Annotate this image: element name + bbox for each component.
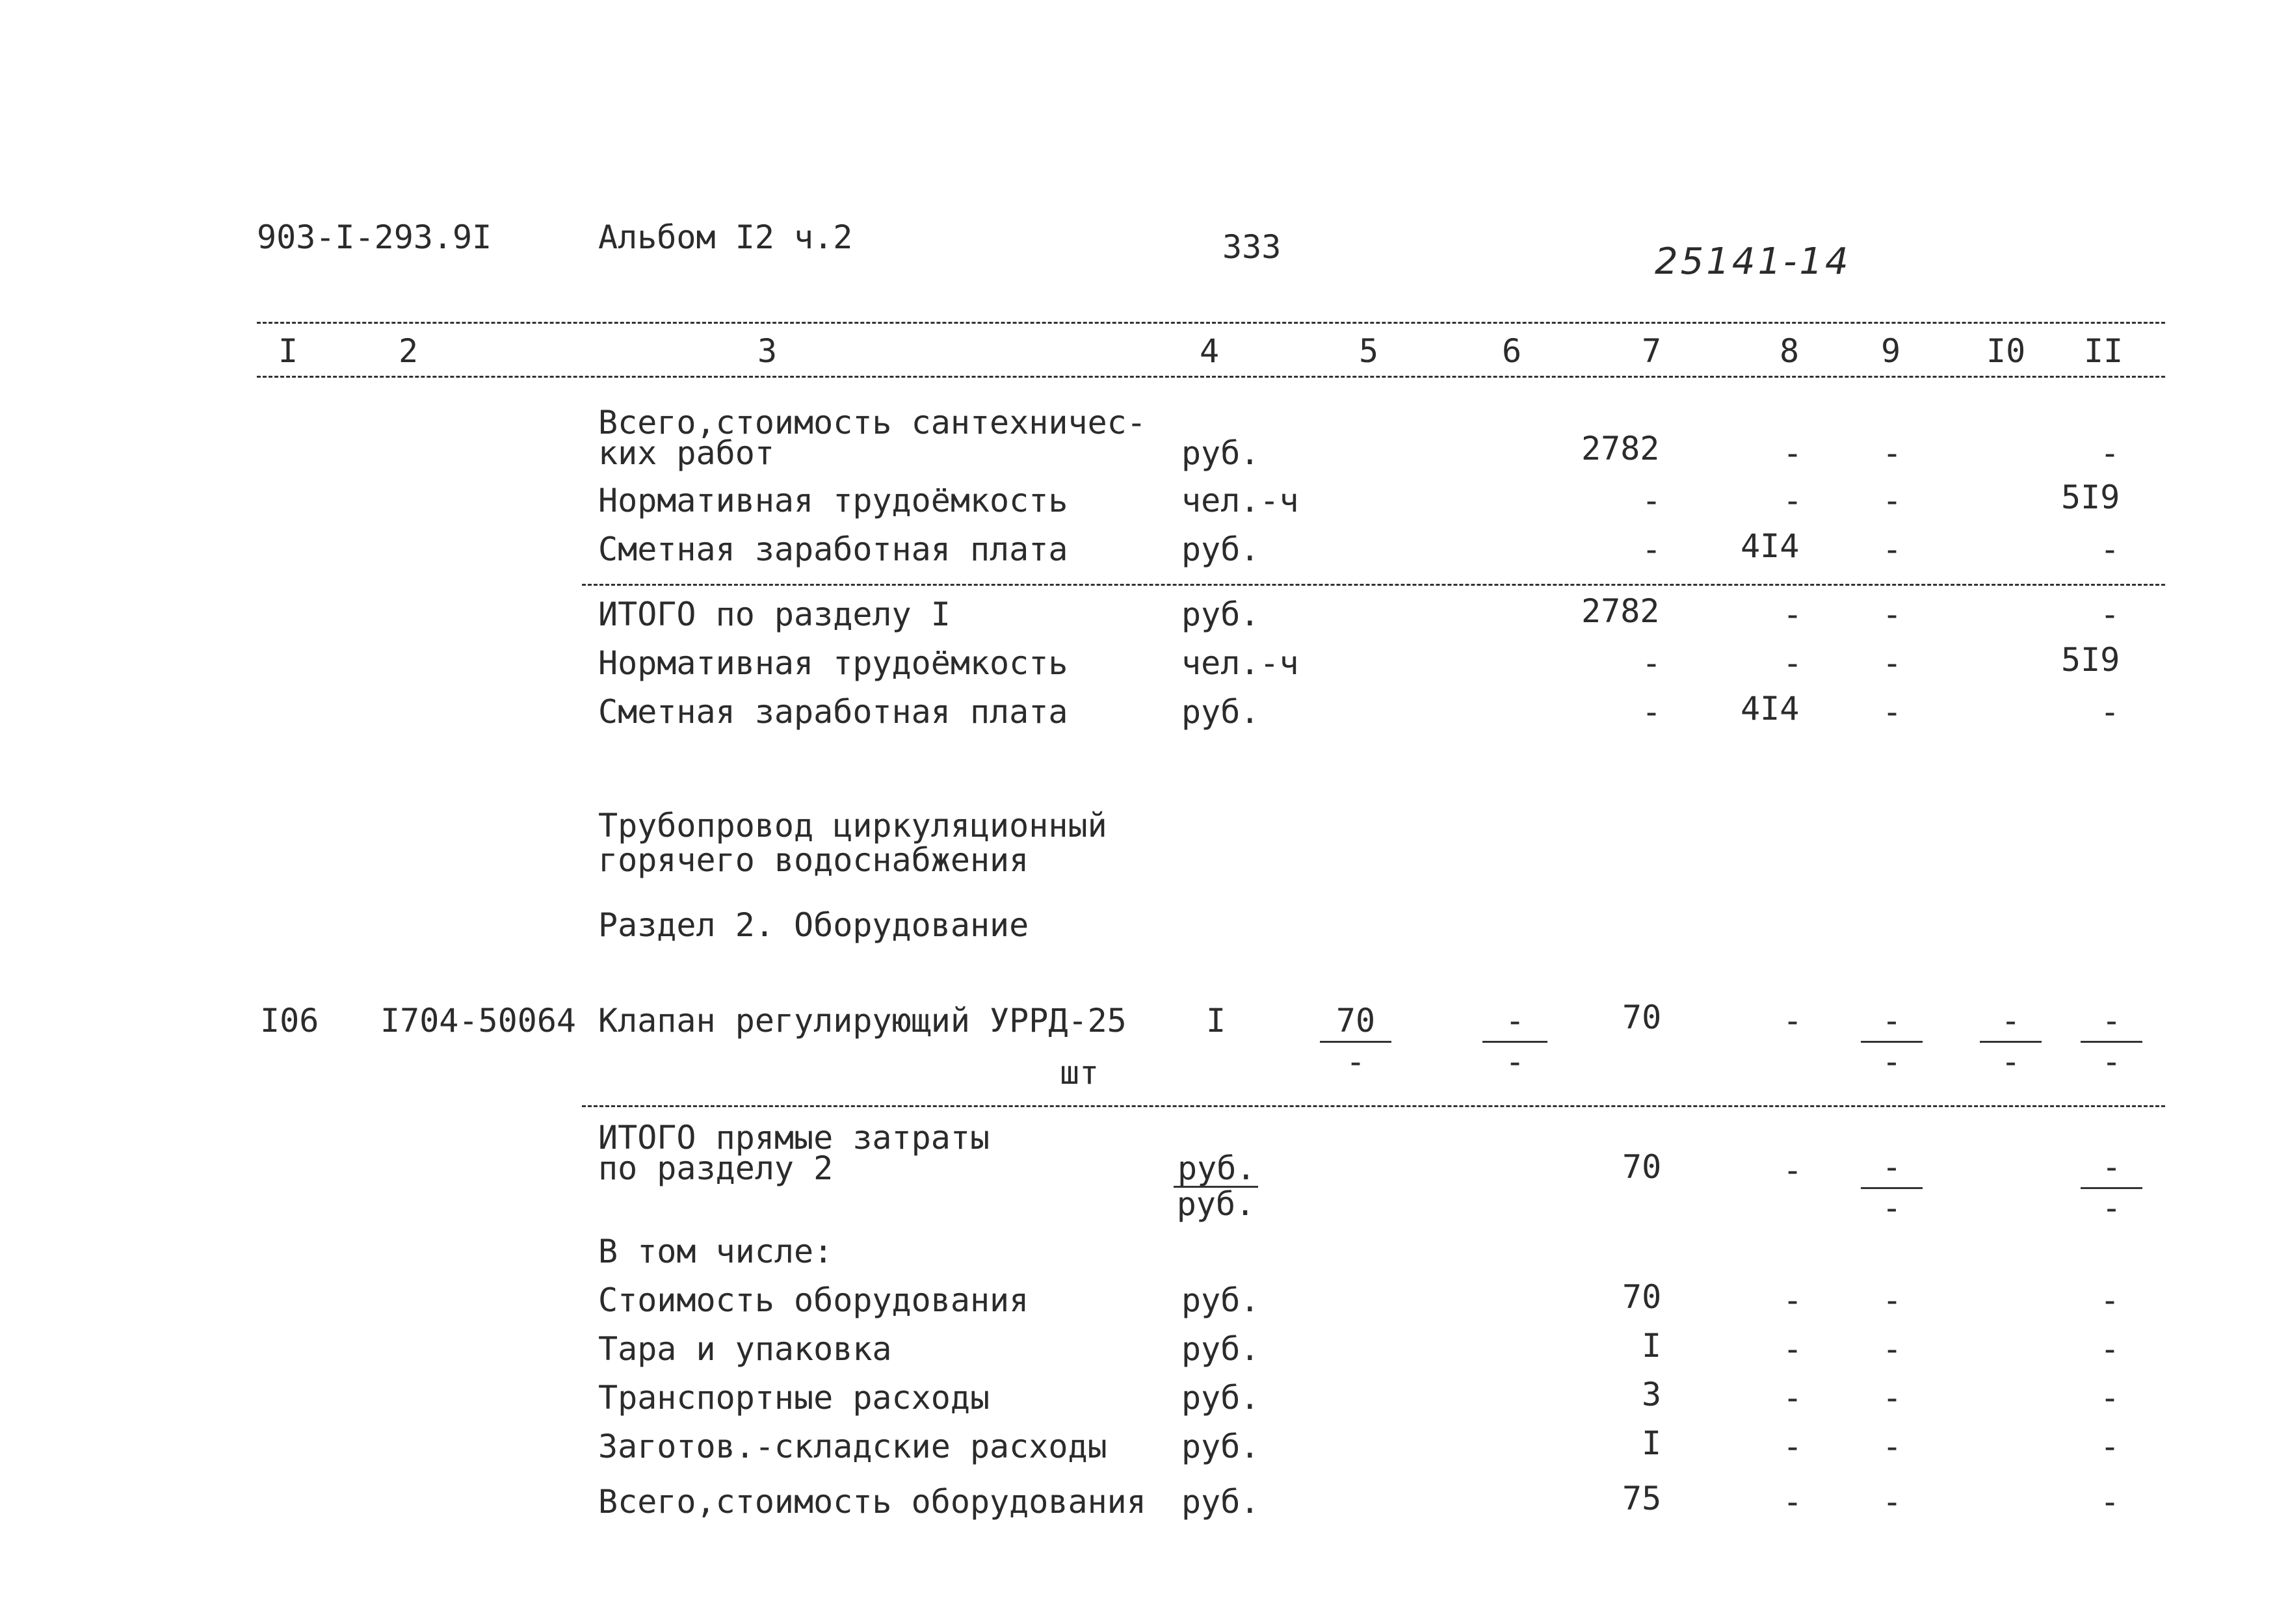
col9-fraction bbox=[1861, 1004, 1923, 1078]
page-number: 333 bbox=[1222, 228, 1282, 266]
col8-value: - bbox=[1783, 1379, 1803, 1417]
col7-value: 2782 bbox=[1581, 592, 1660, 630]
col5-denominator: - bbox=[1345, 1043, 1366, 1080]
col11-value: 5I9 bbox=[2061, 478, 2120, 516]
col11-value: - bbox=[2100, 434, 2120, 472]
album-label: Альбом I2 ч.2 bbox=[598, 218, 853, 256]
col8-value: - bbox=[1783, 434, 1803, 472]
row-name: по разделу 2 bbox=[598, 1149, 834, 1187]
col7-value: - bbox=[1642, 530, 1662, 568]
col11-denominator: - bbox=[2101, 1043, 2122, 1080]
col9-value: - bbox=[1882, 693, 1902, 731]
col7-value: - bbox=[1642, 693, 1662, 731]
col11-value: - bbox=[2100, 1281, 2120, 1319]
col9-value: - bbox=[1882, 596, 1902, 633]
row-unit: руб. bbox=[1181, 1281, 1260, 1319]
col10-fraction bbox=[1980, 1004, 2042, 1078]
col8-value: 4I4 bbox=[1741, 690, 1800, 727]
col8-value: - bbox=[1783, 1483, 1803, 1521]
col9-value: - bbox=[1882, 530, 1902, 568]
col11-value: - bbox=[2100, 1428, 2120, 1465]
col7-value: - bbox=[1642, 482, 1662, 519]
column-number: I0 bbox=[1986, 332, 2026, 370]
col11-numerator: - bbox=[2081, 1004, 2142, 1043]
item-unit: шт bbox=[1060, 1054, 1099, 1092]
col7-value: 70 bbox=[1622, 1278, 1662, 1316]
col8-value: - bbox=[1783, 1002, 1803, 1040]
col9-value: - bbox=[1882, 1281, 1902, 1319]
col8-value: - bbox=[1783, 596, 1803, 633]
col11-denominator: - bbox=[2101, 1189, 2122, 1227]
col9-denominator: - bbox=[1882, 1189, 1902, 1227]
row-name: Тара и упаковка bbox=[598, 1330, 892, 1368]
col9-numerator: - bbox=[1861, 1004, 1923, 1043]
col11-value: 5I9 bbox=[2061, 641, 2120, 679]
row-unit: руб. bbox=[1181, 693, 1260, 731]
column-number: 6 bbox=[1502, 332, 1522, 370]
unit-denominator: руб. bbox=[1176, 1185, 1256, 1223]
col9-value: - bbox=[1882, 482, 1902, 519]
subsystem-title: горячего водоснабжения bbox=[598, 841, 1029, 879]
col11-value: - bbox=[2100, 1379, 2120, 1417]
header-top-rule bbox=[257, 322, 2165, 324]
row-name: ИТОГО прямые затраты bbox=[598, 1119, 990, 1157]
row-name: ких работ bbox=[598, 434, 774, 472]
section1-divider bbox=[582, 584, 2165, 586]
col9-value: - bbox=[1882, 1428, 1902, 1465]
column-number: II bbox=[2084, 332, 2124, 370]
row-unit: руб. bbox=[1181, 1428, 1260, 1465]
row-unit: руб. bbox=[1181, 1330, 1260, 1368]
document-code: 903-I-293.9I bbox=[257, 218, 492, 256]
col6-numerator: - bbox=[1482, 1004, 1547, 1043]
row-name: Транспортные расходы bbox=[598, 1379, 990, 1417]
col10-numerator: - bbox=[1980, 1004, 2042, 1043]
col5-numerator: 70 bbox=[1320, 1004, 1391, 1043]
header-bottom-rule bbox=[257, 376, 2165, 378]
col4-value: I bbox=[1206, 1002, 1226, 1040]
col7-value: I bbox=[1642, 1424, 1662, 1462]
col7-value: 75 bbox=[1622, 1480, 1662, 1517]
row-unit: руб. bbox=[1181, 530, 1260, 568]
row-name: Сметная заработная плата bbox=[598, 693, 1068, 731]
col7-value: 70 bbox=[1622, 999, 1662, 1036]
row-unit: руб. bbox=[1181, 1483, 1260, 1521]
column-number: 4 bbox=[1200, 332, 1220, 370]
col8-value: - bbox=[1783, 1330, 1803, 1368]
col8-value: - bbox=[1783, 1151, 1803, 1189]
col11-fraction bbox=[2081, 1148, 2142, 1227]
inventory-number: 25141-14 bbox=[1655, 241, 1851, 283]
col6-denominator: - bbox=[1505, 1043, 1525, 1080]
col11-value: - bbox=[2100, 693, 2120, 731]
col5-fraction bbox=[1320, 1004, 1391, 1078]
item-name: Клапан регулирующий УРРД-25 bbox=[598, 1002, 1127, 1040]
col9-value: - bbox=[1882, 434, 1902, 472]
col7-value: I bbox=[1642, 1327, 1662, 1365]
col11-value: - bbox=[2100, 1330, 2120, 1368]
col11-fraction bbox=[2081, 1004, 2142, 1078]
col7-value: 3 bbox=[1642, 1376, 1662, 1413]
col8-value: - bbox=[1783, 1428, 1803, 1465]
row-name: Всего,стоимость оборудования bbox=[598, 1483, 1146, 1521]
row-unit: руб. bbox=[1181, 434, 1260, 472]
col11-value: - bbox=[2100, 596, 2120, 633]
row-name: Сметная заработная плата bbox=[598, 530, 1068, 568]
col7-value: - bbox=[1642, 644, 1662, 682]
col9-value: - bbox=[1882, 644, 1902, 682]
column-number: 5 bbox=[1359, 332, 1379, 370]
row-name: ИТОГО по разделу I bbox=[598, 596, 951, 633]
col9-value: - bbox=[1882, 1483, 1902, 1521]
row-name: Нормативная трудоёмкость bbox=[598, 482, 1068, 519]
col10-denominator: - bbox=[2001, 1043, 2021, 1080]
col8-value: - bbox=[1783, 482, 1803, 519]
row-name: Заготов.-складские расходы bbox=[598, 1428, 1107, 1465]
col11-numerator: - bbox=[2081, 1151, 2142, 1189]
column-number: 3 bbox=[757, 332, 778, 370]
row-unit: руб. bbox=[1181, 1379, 1260, 1417]
col8-value: 4I4 bbox=[1741, 527, 1800, 565]
col7-value: 70 bbox=[1622, 1148, 1662, 1186]
col7-value: 2782 bbox=[1581, 430, 1660, 467]
row-name: Стоимость оборудования bbox=[598, 1281, 1029, 1319]
column-number: I bbox=[278, 332, 298, 370]
col8-value: - bbox=[1783, 644, 1803, 682]
column-number: 2 bbox=[399, 332, 419, 370]
col9-fraction bbox=[1861, 1148, 1923, 1227]
col8-value: - bbox=[1783, 1281, 1803, 1319]
section2-divider bbox=[582, 1105, 2165, 1107]
row-unit: чел.-ч bbox=[1181, 482, 1299, 519]
column-number: 9 bbox=[1881, 332, 1901, 370]
row-unit: чел.-ч bbox=[1181, 644, 1299, 682]
col11-value: - bbox=[2100, 1483, 2120, 1521]
column-number: 8 bbox=[1780, 332, 1800, 370]
item-number: I06 bbox=[260, 1002, 319, 1040]
subsystem-title: Трубопровод циркуляционный bbox=[598, 807, 1107, 845]
col9-value: - bbox=[1882, 1330, 1902, 1368]
including-label: В том числе: bbox=[598, 1233, 834, 1270]
col11-value: - bbox=[2100, 530, 2120, 568]
row-unit: руб. bbox=[1181, 596, 1260, 633]
col9-denominator: - bbox=[1882, 1043, 1902, 1080]
unit-fraction bbox=[1174, 1149, 1258, 1223]
section2-title: Раздел 2. Оборудование bbox=[598, 906, 1029, 944]
col9-numerator: - bbox=[1861, 1151, 1923, 1189]
col9-value: - bbox=[1882, 1379, 1902, 1417]
col6-fraction bbox=[1482, 1004, 1547, 1078]
column-number: 7 bbox=[1642, 332, 1662, 370]
row-name: Нормативная трудоёмкость bbox=[598, 644, 1068, 682]
unit-numerator: руб. bbox=[1174, 1152, 1258, 1188]
item-code: I704-50064 bbox=[380, 1002, 577, 1040]
row-name: Всего,стоимость сантехничес- bbox=[598, 404, 1146, 441]
